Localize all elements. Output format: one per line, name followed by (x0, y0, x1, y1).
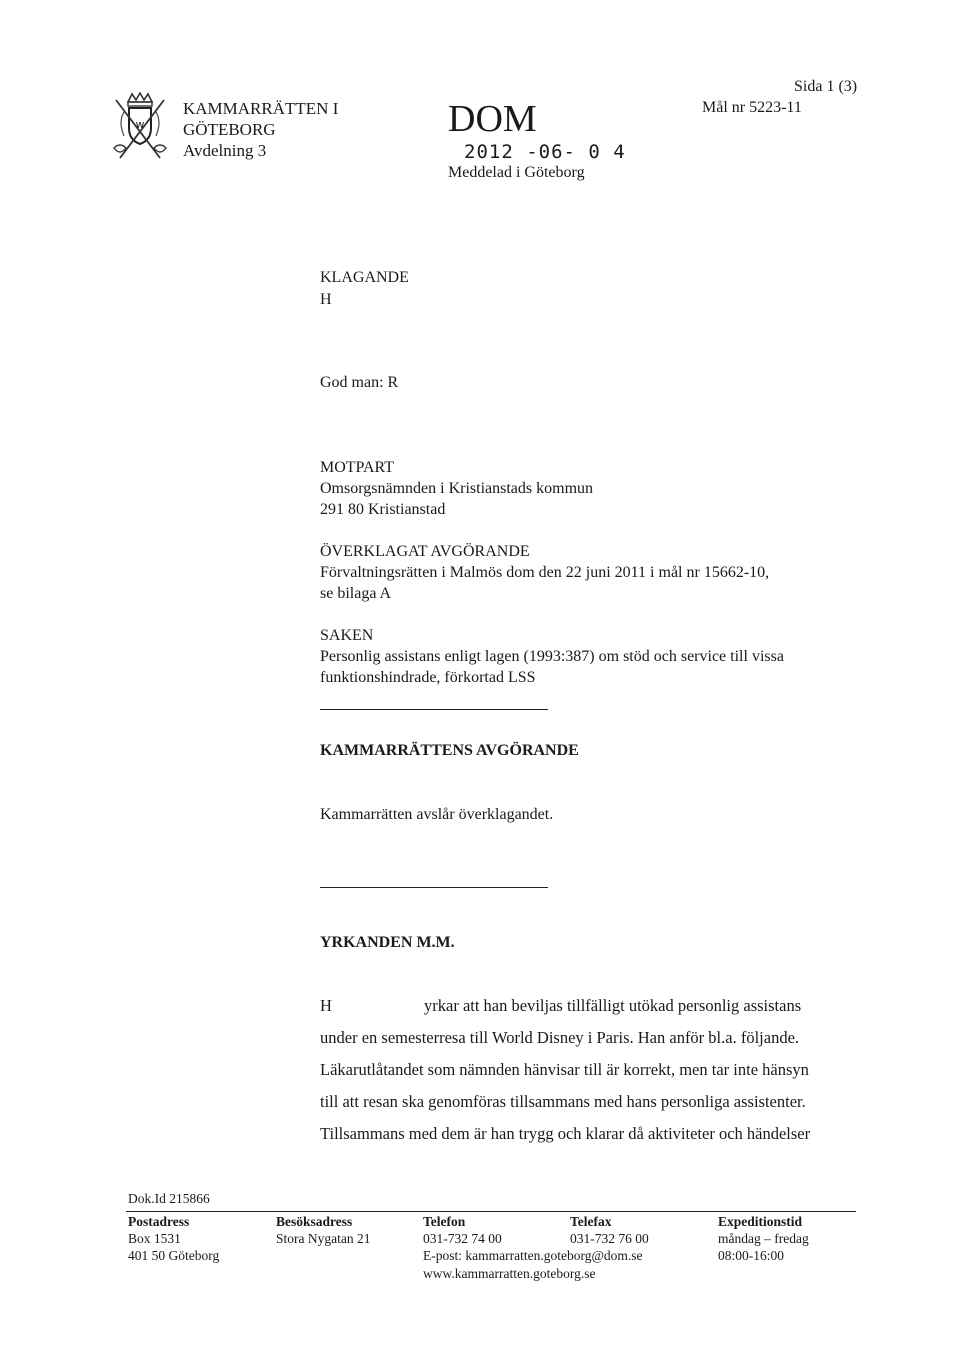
claims-line2: under en semesterresa till World Disney i Paris. Han anför bl.a. följande. (320, 1028, 800, 1047)
hours-time: 08:00-16:00 (718, 1248, 784, 1263)
ruling-heading: KAMMARRÄTTENS AVGÖRANDE (320, 742, 579, 759)
appellant-heading: KLAGANDE (320, 269, 409, 286)
website-link[interactable]: www.kammarratten.goteborg.se (423, 1266, 596, 1281)
appellant-name: H (320, 291, 332, 308)
postal-heading: Postadress (128, 1214, 190, 1229)
fax-value: 031-732 76 00 (570, 1231, 649, 1246)
fax-heading: Telefax (570, 1214, 612, 1229)
email-link[interactable]: E-post: kammarratten.goteborg@dom.se (423, 1248, 643, 1263)
claims-line4: till att resan ska genomföras tillsammans med hans personliga assistenter. (320, 1092, 806, 1111)
case-number: Mål nr 5223-11 (702, 99, 802, 116)
court-name-line2: GÖTEBORG (183, 120, 276, 139)
court-division: Avdelning 3 (183, 141, 267, 160)
phone-heading: Telefon (423, 1214, 466, 1229)
guardian: God man: R (320, 374, 399, 391)
svg-text:w: w (135, 118, 145, 131)
ruling-text: Kammarrätten avslår överklagandet. (320, 806, 554, 823)
court-crest-icon (110, 92, 170, 168)
matter-line2: funktionshindrade, förkortad LSS (320, 669, 536, 686)
issued-place: Meddelad i Göteborg (448, 164, 585, 181)
claims-line1: yrkar att han beviljas tillfälligt utökad personlig assistans (424, 996, 802, 1015)
section-divider (320, 709, 548, 710)
claims-heading: YRKANDEN M.M. (320, 934, 455, 951)
appealed-decision-heading: ÖVERKLAGAT AVGÖRANDE (320, 543, 530, 560)
document-type: DOM (448, 98, 537, 140)
respondent-line1: Omsorgsnämnden i Kristianstads kommun (320, 480, 594, 497)
claims-line3: Läkarutlåtandet som nämnden hänvisar till är korrekt, men tar inte hänsyn (320, 1060, 809, 1079)
postal-line1: Box 1531 (128, 1231, 181, 1246)
respondent-line2: 291 80 Kristianstad (320, 501, 446, 518)
postal-line2: 401 50 Göteborg (128, 1248, 220, 1263)
hours-heading: Expeditionstid (718, 1214, 803, 1229)
matter-line1: Personlig assistans enligt lagen (1993:387) om stöd och service till vissa (320, 648, 784, 665)
appealed-decision-line2: se bilaga A (320, 585, 392, 602)
claims-line1-name: H (320, 996, 332, 1015)
document-id: Dok.Id 215866 (128, 1191, 210, 1206)
matter-heading: SAKEN (320, 627, 374, 644)
footer-divider (126, 1211, 856, 1212)
claims-line5: Tillsammans med dem är han trygg och klarar då aktiviteter och händelser (320, 1124, 811, 1143)
respondent-heading: MOTPART (320, 459, 395, 476)
appealed-decision-line1: Förvaltningsrätten i Malmös dom den 22 juni 2011 i mål nr 15662-10, (320, 564, 770, 581)
hours-days: måndag – fredag (718, 1231, 809, 1246)
section-divider (320, 887, 548, 888)
date-stamp: 2012 -06- 0 4 (464, 141, 626, 163)
court-name-line1: KAMMARRÄTTEN I (183, 99, 339, 118)
phone-value: 031-732 74 00 (423, 1231, 502, 1246)
visit-line1: Stora Nygatan 21 (276, 1231, 371, 1246)
visit-heading: Besöksadress (276, 1214, 353, 1229)
page-info: Sida 1 (3) (794, 78, 858, 95)
